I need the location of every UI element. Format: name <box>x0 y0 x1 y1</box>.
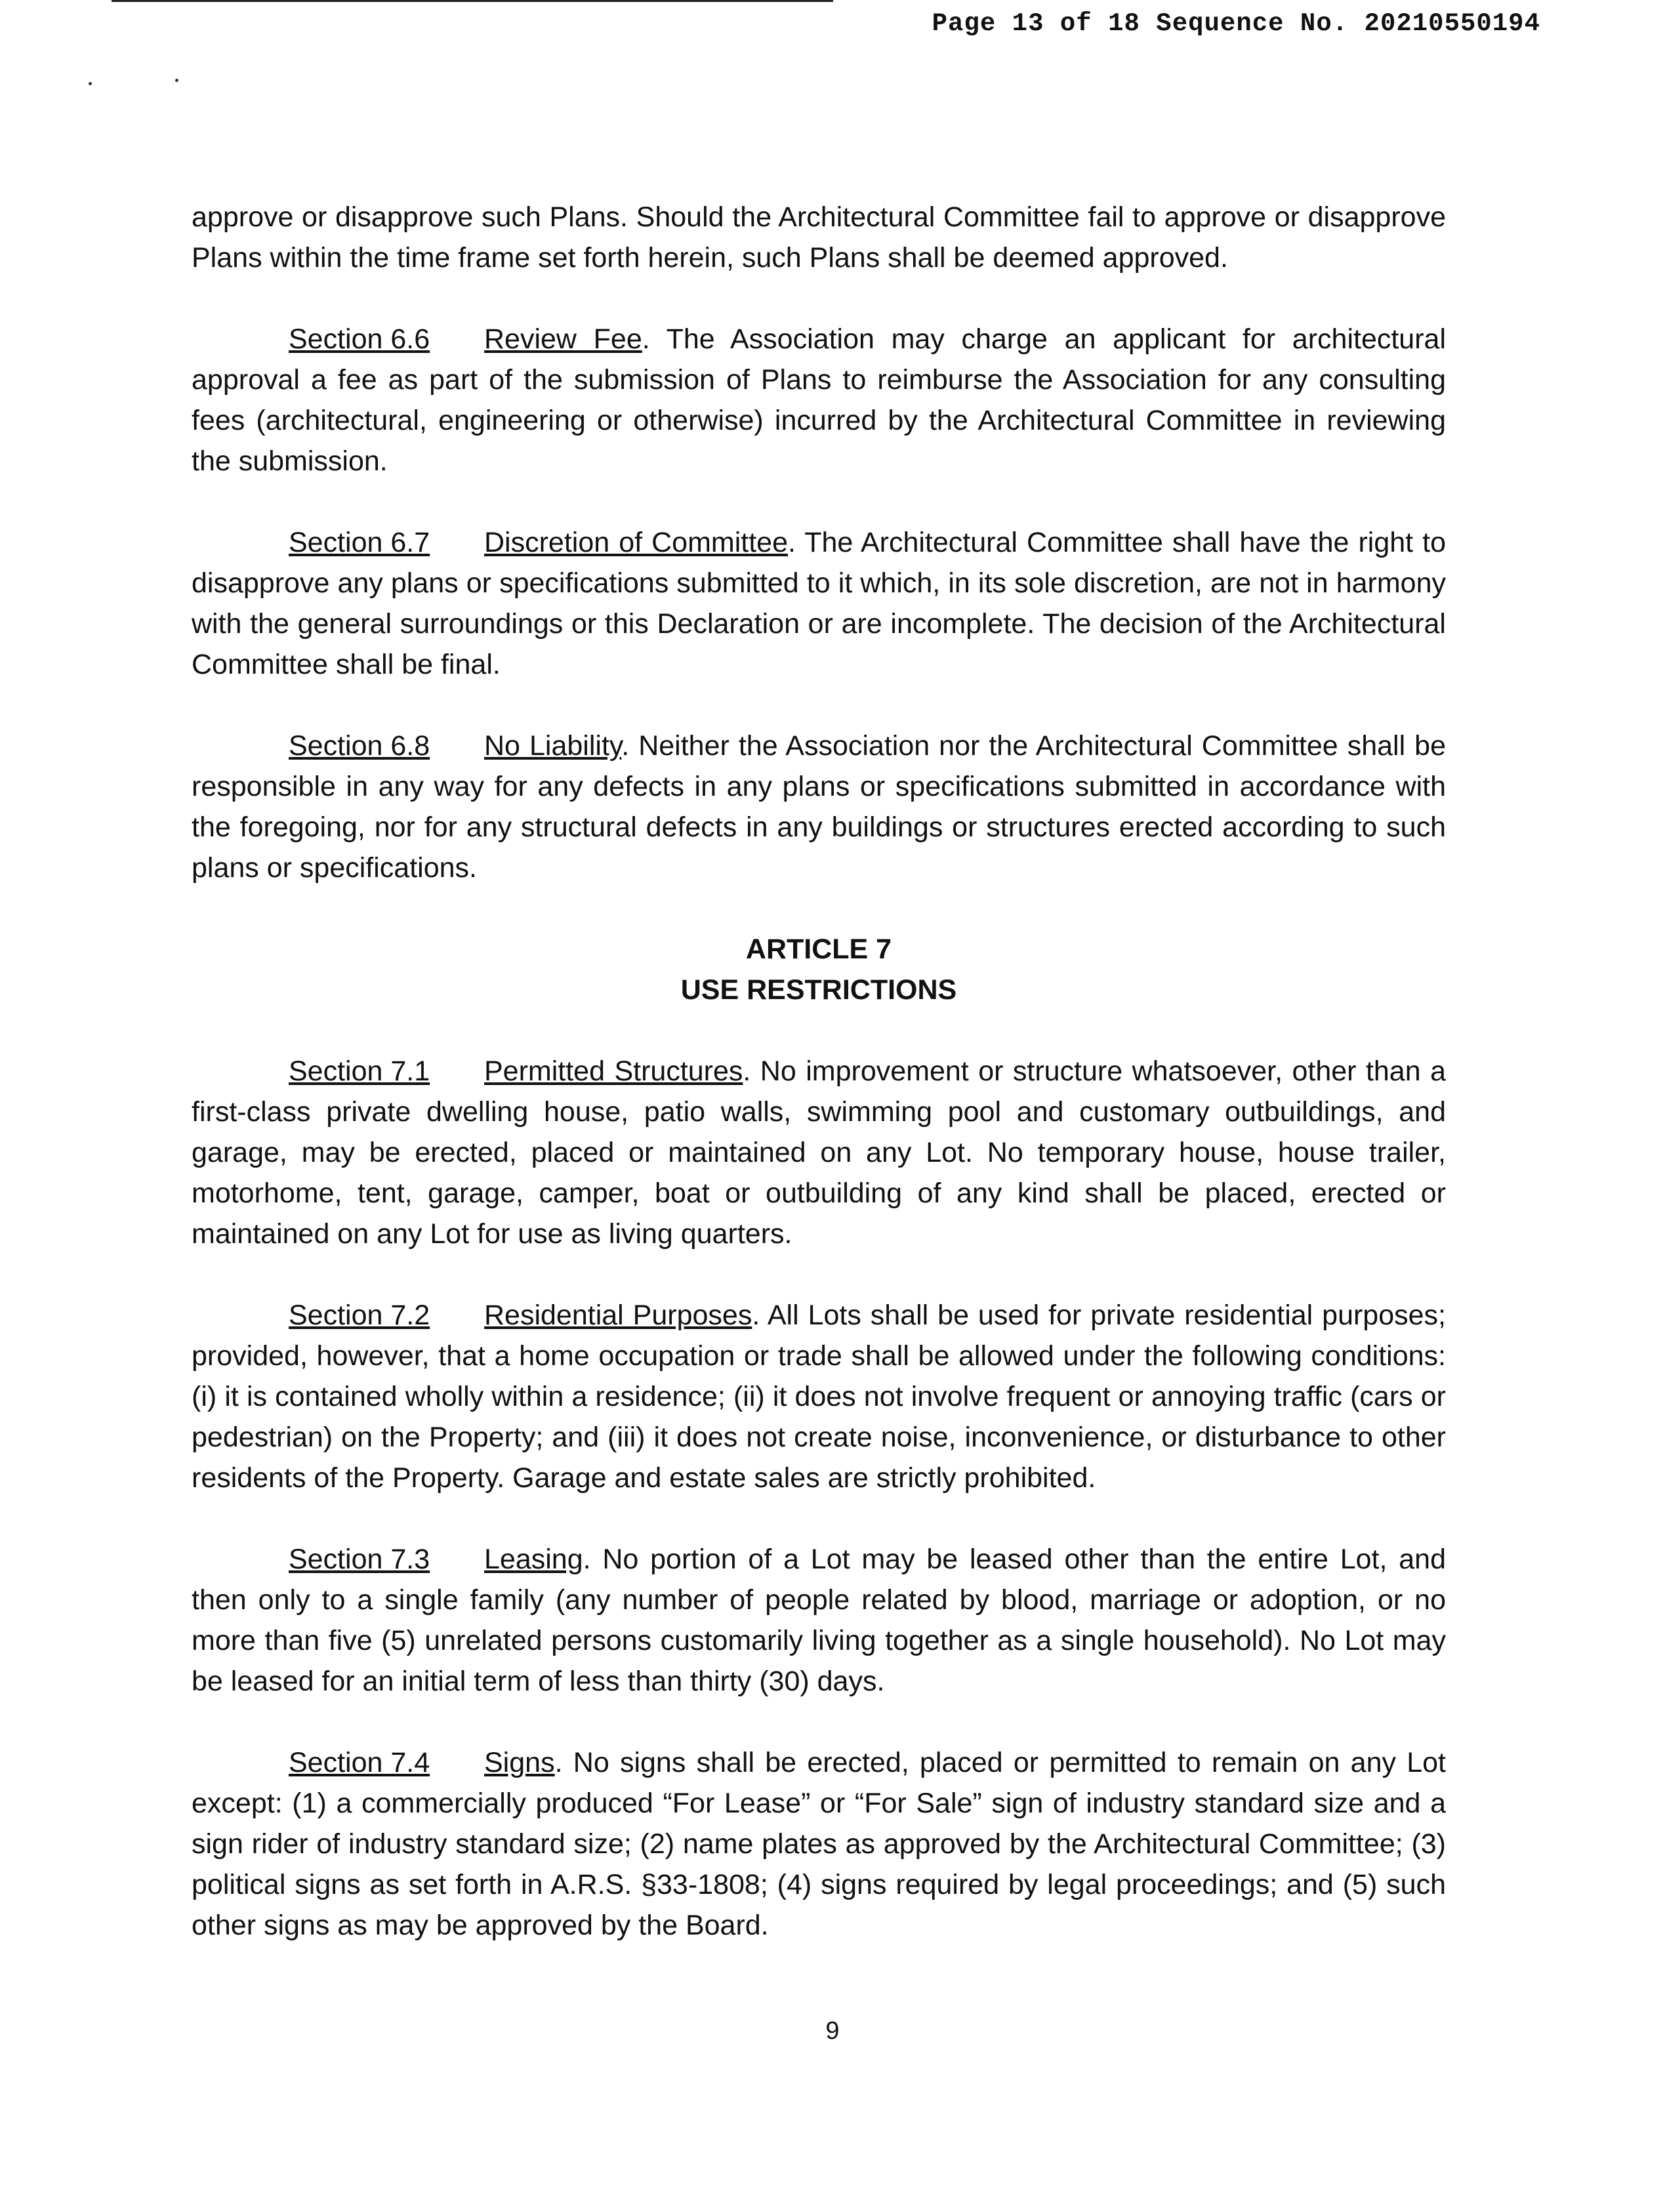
section-text: . The Architectural Committee shall have the right to disapprove any plans or specifications submitted to it which, in its sole discretion, are not in harmony with the general surroundings or this Declaration or are incomplete. The decision of the Architectural Committee shall be final. <box>192 527 1447 680</box>
section-text: . No signs shall be erected, placed or permitted to remain on any Lot except: (1) a commercially produced “For Lease” or “For Sale” sign of industry standard size and a sign rider of industry standard size; (2) name plates as approved by the Architectural Committee; (3) political signs as set forth in A.R.S. §33-1808; (4) signs required by legal proceedings; and (5) such other signs as may be approved by the Board. <box>192 1747 1446 1941</box>
section-7-4 <box>192 1742 1446 1946</box>
page-number: 9 <box>825 2017 840 2045</box>
section-7-2 <box>192 1295 1446 1498</box>
scan-speck <box>175 79 178 82</box>
section-7-3 <box>192 1539 1446 1702</box>
section-title: Leasing <box>484 1544 583 1575</box>
section-title: Signs <box>484 1747 555 1778</box>
section-6-8 <box>192 726 1446 888</box>
section-title: Permitted Structures <box>484 1055 743 1087</box>
section-6-7 <box>192 522 1446 685</box>
section-title: No Liability <box>484 730 622 762</box>
section-text: . The Association may charge an applicant for architectural approval a fee as part of the submission of Plans to reimburse the Association for any consulting fees (architectural, engineering or otherwise) incurred by the Architectural Committee in reviewing the submission. <box>192 323 1447 477</box>
article-title: USE RESTRICTIONS <box>680 974 957 1006</box>
article-number: ARTICLE 7 <box>745 933 892 965</box>
document-body <box>192 197 1446 1946</box>
article-heading <box>192 929 1446 1010</box>
section-6-6 <box>192 319 1446 481</box>
section-7-1 <box>192 1051 1446 1254</box>
section-text: . All Lots shall be used for private residential purposes; provided, however, that a home occupation or trade shall be allowed under the following conditions: (i) it is contained wholly within a residence; (ii) it does not involve frequent or annoying traffic (cars or pedestrian) on the Property; and (iii) it does not create noise, inconvenience, or disturbance to other residents of the Property. Garage and estate sales are strictly prohibited. <box>192 1300 1446 1494</box>
scan-top-rule <box>112 0 833 2</box>
section-number: Section 6.8 <box>289 730 430 762</box>
section-text: . Neither the Association nor the Architectural Committee shall be responsible in any way for any defects in any plans or specifications submitted in accordance with the foregoing, nor for any structural defects in any buildings or structures erected according to such plans or specifications. <box>192 730 1446 884</box>
section-number: Section 6.7 <box>289 527 430 558</box>
section-title: Review Fee <box>484 323 642 355</box>
section-text: . No improvement or structure whatsoever, other than a first-class private dwelling house, patio walls, swimming pool and customary outbuildings, and garage, may be erected, placed or maintained on any Lot. No temporary house, house trailer, motorhome, tent, garage, camper, boat or outbuilding of any kind shall be placed, erected or maintained on any Lot for use as living quarters. <box>192 1055 1446 1250</box>
section-number: Section 6.6 <box>289 323 430 355</box>
section-number: Section 7.1 <box>289 1055 430 1087</box>
scan-speck <box>89 82 92 85</box>
section-title: Residential Purposes <box>484 1300 752 1331</box>
continued-paragraph: approve or disapprove such Plans. Should the Architectural Committee fail to approve or disapprove Plans within the time frame set forth herein, such Plans shall be deemed approved. <box>192 201 1446 274</box>
section-title: Discretion of Committee <box>484 527 788 558</box>
section-number: Section 7.3 <box>289 1544 430 1575</box>
recording-stamp: Page 13 of 18 Sequence No. 20210550194 <box>932 9 1540 38</box>
section-text: . No portion of a Lot may be leased other than the entire Lot, and then only to a single family (any number of people related by blood, marriage or adoption, or no more than five (5) unrelated persons customarily living together as a single household). No Lot may be leased for an initial term of less than thirty (30) days. <box>192 1544 1446 1697</box>
section-number: Section 7.2 <box>289 1300 430 1331</box>
section-number: Section 7.4 <box>289 1747 430 1778</box>
